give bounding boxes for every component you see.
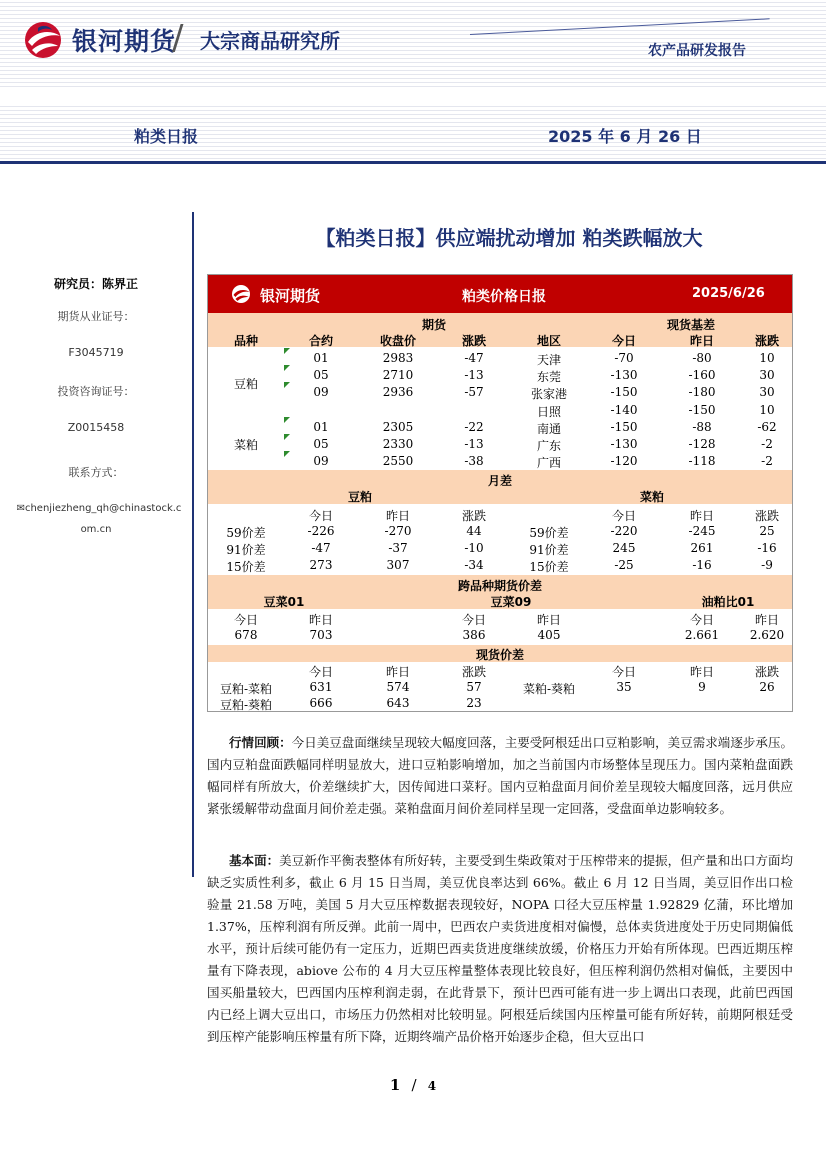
cross-g2-yesterday-head: 昨日 (536, 613, 562, 627)
spot-spread-pair: 豆粕-葵粕 (219, 698, 273, 712)
market-review-label: 行情回顾： (229, 735, 292, 750)
monthly-rape-label: 菜粕 (639, 490, 665, 504)
region-cell: 张家港 (530, 387, 568, 401)
report-name: 粕类日报 (134, 127, 199, 146)
close-cell: 2710 (382, 368, 414, 382)
col-region: 地区 (536, 334, 562, 348)
cross-g3-today: 2.661 (684, 628, 720, 642)
spot-today-cell: -130 (610, 368, 638, 382)
spot-spread-change: 26 (759, 680, 775, 694)
spot-yesterday-cell: -118 (688, 454, 716, 468)
contact-email[interactable] (6, 503, 192, 514)
spot-yesterday-cell: -160 (688, 368, 716, 382)
table-header (208, 275, 792, 313)
cross-g1-today: 678 (234, 628, 258, 642)
monthly-soy-today: 273 (309, 558, 333, 572)
spot-today-cell: -150 (610, 420, 638, 434)
monthly-rape-spread: 59价差 (529, 526, 569, 540)
spot-spread-yesterday: 9 (698, 680, 706, 694)
col-variety: 品种 (233, 334, 259, 348)
monthly-rape-today: 245 (612, 541, 636, 555)
monthly-soy-yesterday: 307 (386, 558, 410, 572)
page-current: 1 (389, 1076, 401, 1094)
spot-spread-pair: 菜粕-葵粕 (522, 682, 576, 696)
page-title: 【粕类日报】供应端扰动增加 粕类跌幅放大 (315, 226, 703, 250)
contract-cell: 01 (313, 420, 329, 434)
comment-marker-icon (284, 417, 290, 423)
spot-spread-left-change-head: 涨跌 (461, 665, 487, 679)
page-total: 4 (427, 1079, 437, 1093)
spot-yesterday-cell: -180 (688, 385, 716, 399)
monthly-rape-yesterday-head: 昨日 (689, 509, 715, 523)
spot-yesterday-cell: -88 (692, 420, 712, 434)
futures-license-label: 期货从业证号： (57, 310, 135, 323)
comment-marker-icon (284, 434, 290, 440)
futures-group-label: 期货 (421, 318, 447, 332)
variety-soymeal: 豆粕 (233, 377, 259, 391)
spot-spread-left-today-head: 今日 (308, 665, 334, 679)
monthly-soy-yesterday: -37 (388, 541, 408, 555)
consult-license-label: 投资咨询证号： (57, 385, 135, 398)
variety-rapemeal: 菜粕 (233, 438, 259, 452)
cross-group-2: 豆菜09 (490, 595, 532, 609)
market-review-paragraph (207, 732, 793, 820)
spot-spread-yesterday: 574 (386, 680, 410, 694)
consult-license: Z0015458 (67, 421, 125, 434)
spot-spread-change: 57 (466, 680, 482, 694)
futures-license: F3045719 (68, 346, 124, 359)
spot-spread-today: 35 (616, 680, 632, 694)
cross-title: 跨品种期货价差 (457, 579, 543, 593)
monthly-rape-change: 25 (759, 524, 775, 538)
fundamental-text: 美豆新作平衡表整体有所好转，主要受到生柴政策对于压榨带来的提振，但产量和出口方面均缺乏实质性利多，截止 6 月 15 日当周，美豆优良率达到 66%。截止 6 月 12 日当周，美豆旧作出口检验量 21.58 万吨，美国 5 月大豆压榨数据表现较好，NOPA 口径大豆压榨量 1.92829 亿蒲，环比增加 1.37%，压榨利润有所反弹。此前一周中，巴西农户卖货进度相对偏慢，总体卖货进度处于历史同期偏低水平，预计后续可能仍有一定压力，近期巴西卖货进度继续放缓，价格压力开始有所体现。巴西近期压榨量有下降表现，abiove 公布的 4 月大豆压榨量整体表现比较良好，但压榨利润仍然相对偏低，主要因中国买船量较大，巴西国内压榨利润走弱，在此背景下，预计巴西可能有进一步上调出口表现，此前巴西国内已经上调大豆出口，市场压力仍然相对比较明显。阿根廷后续国内压榨量可能有所好转，前期阿根廷受到压榨产能影响压榨量有所下降，近期终端产品价格开始逐步企稳，但大豆出口 (207, 853, 793, 1044)
monthly-rape-today: -220 (610, 524, 638, 538)
report-band (0, 104, 826, 162)
change-cell: -22 (464, 420, 484, 434)
brand-slash: / (172, 18, 184, 58)
report-band-rule (0, 161, 826, 164)
spot-spread-left-yesterday-head: 昨日 (385, 665, 411, 679)
spot-spread-right-yesterday-head: 昨日 (689, 665, 715, 679)
monthly-soy-change: -10 (464, 541, 484, 555)
close-cell: 2550 (382, 454, 414, 468)
monthly-soy-label: 豆粕 (347, 490, 373, 504)
cross-g2-today-head: 今日 (461, 613, 487, 627)
comment-marker-icon (284, 348, 290, 354)
researcher-name: 研究员：陈界正 (53, 277, 138, 291)
mail-icon: ✉ (16, 503, 25, 514)
page-separator: / (411, 1076, 417, 1094)
table-date: 2025/6/26 (692, 286, 765, 301)
cross-group-1: 豆菜01 (263, 595, 305, 609)
monthly-rape-change: -16 (757, 541, 777, 555)
header-rule (470, 18, 770, 35)
close-cell: 2983 (382, 351, 414, 365)
region-cell: 广东 (536, 439, 562, 453)
cross-g3-today-head: 今日 (689, 613, 715, 627)
spot-spread-right-change-head: 涨跌 (754, 665, 780, 679)
region-cell: 广西 (536, 456, 562, 470)
monthly-rape-today: -25 (614, 558, 634, 572)
monthly-rape-today-head: 今日 (611, 509, 637, 523)
contract-cell: 09 (313, 385, 329, 399)
monthly-rape-yesterday: -16 (692, 558, 712, 572)
spot-today-cell: -130 (610, 437, 638, 451)
col-close: 收盘价 (379, 334, 417, 348)
report-date: 2025 年 6 月 26 日 (548, 127, 702, 146)
cross-g3-yesterday: 2.620 (749, 628, 785, 642)
spot-change-cell: -2 (761, 454, 773, 468)
email-line-1: chenjiezheng_qh@chinastock.c (24, 503, 182, 514)
monthly-soy-today: -226 (307, 524, 335, 538)
change-cell: -38 (464, 454, 484, 468)
monthly-soy-change: 44 (466, 524, 482, 538)
monthly-soy-today: -47 (311, 541, 331, 555)
contact-label: 联系方式： (68, 466, 124, 479)
sidebar-divider (192, 212, 194, 877)
monthly-rape-change: -9 (761, 558, 773, 572)
fundamental-paragraph (207, 850, 793, 1048)
spot-today-cell: -140 (610, 403, 638, 417)
spot-change-cell: -2 (761, 437, 773, 451)
change-cell: -47 (464, 351, 484, 365)
col-contract: 合约 (308, 334, 334, 348)
close-cell: 2305 (382, 420, 414, 434)
monthly-soy-yesterday: -270 (384, 524, 412, 538)
spot-spread-right-today-head: 今日 (611, 665, 637, 679)
spot-spread-pair: 豆粕-菜粕 (219, 682, 273, 696)
change-cell: -13 (464, 368, 484, 382)
spot-today-cell: -150 (610, 385, 638, 399)
monthly-rape-spread: 15价差 (529, 560, 569, 574)
spot-change-cell: 30 (759, 385, 775, 399)
comment-marker-icon (284, 365, 290, 371)
monthly-title: 月差 (487, 474, 513, 488)
monthly-rape-yesterday: -245 (688, 524, 716, 538)
page-number (0, 1076, 826, 1094)
spot-change-cell: 10 (759, 403, 775, 417)
spot-today-cell: -120 (610, 454, 638, 468)
monthly-rape-spread: 91价差 (529, 543, 569, 557)
col-spot-change: 涨跌 (754, 334, 780, 348)
cross-g1-yesterday: 703 (309, 628, 333, 642)
price-table (207, 274, 793, 712)
monthly-soy-change: -34 (464, 558, 484, 572)
institute-name: 大宗商品研究所 (200, 29, 340, 53)
monthly-rape-change-head: 涨跌 (754, 509, 780, 523)
spot-yesterday-cell: -80 (692, 351, 712, 365)
monthly-soy-spread: 59价差 (226, 526, 266, 540)
comment-marker-icon (284, 451, 290, 457)
cross-g1-today-head: 今日 (233, 613, 259, 627)
col-yesterday: 昨日 (689, 334, 715, 348)
contract-cell: 09 (313, 454, 329, 468)
monthly-rape-yesterday: 261 (690, 541, 714, 555)
region-cell: 南通 (536, 422, 562, 436)
cross-g3-yesterday-head: 昨日 (754, 613, 780, 627)
spot-yesterday-cell: -150 (688, 403, 716, 417)
region-cell: 东莞 (536, 370, 562, 384)
cross-g2-yesterday: 405 (537, 628, 561, 642)
spot-spread-title: 现货价差 (475, 648, 525, 662)
spot-today-cell: -70 (614, 351, 634, 365)
spot-spread-today: 631 (309, 680, 333, 694)
table-brand: 银河期货 (260, 287, 321, 305)
close-cell: 2936 (382, 385, 414, 399)
monthly-soy-yesterday-head: 昨日 (385, 509, 411, 523)
brand-name: 银河期货 (72, 27, 177, 56)
col-today: 今日 (611, 334, 637, 348)
region-cell: 天津 (536, 353, 562, 367)
galaxy-logo-icon (230, 284, 252, 304)
spot-change-cell: -62 (757, 420, 777, 434)
col-change: 涨跌 (461, 334, 487, 348)
region-cell: 日照 (536, 405, 562, 419)
report-category: 农产品研发报告 (648, 43, 746, 59)
galaxy-logo-icon (22, 20, 64, 60)
spot-spread-yesterday: 643 (386, 696, 410, 710)
contract-cell: 05 (313, 437, 329, 451)
change-cell: -13 (464, 437, 484, 451)
spot-group-label: 现货基差 (666, 318, 716, 332)
monthly-soy-change-head: 涨跌 (461, 509, 487, 523)
market-review-text: 今日美豆盘面继续呈现较大幅度回落，主要受阿根廷出口豆粕影响，美豆需求端逐步承压。国内豆粕盘面跌幅同样明显放大，进口豆粕影响增加，加之当前国内市场整体呈现压力。国内菜粕盘面跌幅同样有所放大，价差继续扩大，因传闻进口菜籽。国内豆粕盘面月间价差呈现较大幅度回落，远月供应紧张缓解带动盘面月间价差走强。菜粕盘面月间价差同样呈现一定回落，受盘面单边影响较多。 (207, 735, 793, 816)
spot-change-cell: 10 (759, 351, 775, 365)
cross-g2-today: 386 (462, 628, 486, 642)
comment-marker-icon (284, 382, 290, 388)
close-cell: 2330 (382, 437, 414, 451)
header-band (0, 0, 826, 90)
monthly-soy-spread: 91价差 (226, 543, 266, 557)
spot-change-cell: 30 (759, 368, 775, 382)
cross-g1-yesterday-head: 昨日 (308, 613, 334, 627)
fundamental-label: 基本面： (229, 853, 280, 868)
monthly-soy-spread: 15价差 (226, 560, 266, 574)
change-cell: -57 (464, 385, 484, 399)
monthly-soy-today-head: 今日 (308, 509, 334, 523)
spot-spread-today: 666 (309, 696, 333, 710)
table-title: 粕类价格日报 (462, 289, 546, 305)
spot-spread-change: 23 (466, 696, 482, 710)
contract-cell: 01 (313, 351, 329, 365)
spot-yesterday-cell: -128 (688, 437, 716, 451)
cross-group-3: 油粕比01 (701, 595, 755, 609)
email-line-2: om.cn (80, 524, 112, 535)
contract-cell: 05 (313, 368, 329, 382)
